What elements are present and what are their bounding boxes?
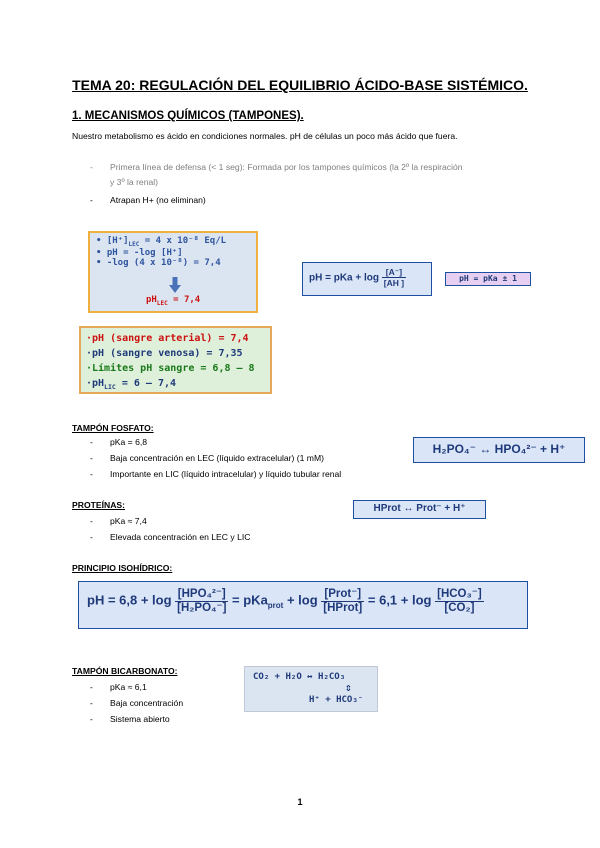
bicarbonato-eq-top: CO₂ + H₂O ↔ H₂CO₃: [253, 672, 346, 682]
heading-principio-isohidrico: PRINCIPIO ISOHÍDRICO:: [72, 563, 173, 573]
isohidrico-equation-box: pH = 6,8 + log $\frac{\text{[HPO₄²⁻]}}{\text{[H₂PO₄⁻]}}$ = pKa$_{prot}$ + log $\frac{\text{[Prot⁻]}}{\text{[HProt]}}$ = 6,1 + log $\frac{\text{[HCO₃⁻]}}{\text{[CO₂]}}$: [78, 581, 528, 629]
double-arrow-icon: ⇕: [345, 681, 352, 694]
blood-ph-box: [79, 326, 272, 394]
bicarbonato-bullet-3: - Sistema abierto: [90, 714, 170, 724]
page-number: 1: [297, 797, 303, 807]
ph-lic: $\cdot pH_{LIC} = 6 - 7,4$: [86, 378, 177, 391]
section-heading-tampones: 1. MECANISMOS QUÍMICOS (TAMPONES).: [72, 110, 304, 122]
ph-range-box: pH = pKa ± 1: [445, 272, 531, 286]
iso-term-2: = pKa: [232, 592, 268, 608]
intro-paragraph: Nuestro metabolismo es ácido en condiciones normales. pH de células un poco más ácido que fuera.: [72, 131, 458, 141]
bicarbonato-equation-box: [244, 666, 378, 712]
hh-left: pH = pKa + log: [309, 272, 380, 284]
fosfato-bullet-1: - pKa = 6,8: [90, 437, 148, 447]
down-arrow-icon: [169, 277, 181, 293]
lec-log-calc: • -log (4 x 10⁻⁸) = 7,4: [96, 257, 221, 268]
iso-term-3: + log: [283, 592, 318, 608]
lec-ph-box: [88, 231, 258, 313]
ph-limites: ·Límites pH sangre = 6,8 – 8: [86, 363, 255, 374]
bullet-atrapan: - Atrapan H+ (no eliminan): [90, 195, 206, 205]
ph-venosa: ·pH (sangre venosa) = 7,35: [86, 348, 243, 359]
ph-arterial: ·pH (sangre arterial) = 7,4: [86, 333, 249, 344]
proteinas-bullet-2: - Elevada concentración en LEC y LIC: [90, 532, 251, 542]
fosfato-bullet-2: - Baja concentración en LEC (líquido extracelular) (1 mM): [90, 453, 324, 463]
lec-h-concentration: • $[H^+]_{LEC} = 4$ x 10⁻⁸ Eq/L: [96, 236, 227, 248]
henderson-hasselbalch-box: pH = pKa + log $\frac{[A^-]}{[AH ]}$: [302, 262, 432, 296]
heading-tampon-fosfato: TAMPÓN FOSFATO:: [72, 423, 154, 433]
iso-term-1: pH = 6,8 + log: [87, 592, 172, 608]
lec-ph-formula: • pH = -log [H⁺]: [96, 247, 183, 258]
bicarbonato-bullet-1: - pKa ≈ 6,1: [90, 682, 147, 692]
heading-proteinas: PROTEÍNAS:: [72, 500, 125, 510]
fosfato-equation-box: H₂PO₄⁻ ↔ HPO₄²⁻ + H⁺: [413, 437, 585, 463]
proteinas-equation-box: HProt ↔ Prot⁻ + H⁺: [353, 500, 486, 519]
page-title: TEMA 20: REGULACIÓN DEL EQUILIBRIO ÁCIDO-BASE SISTÉMICO.: [72, 77, 528, 93]
proteinas-bullet-1: - pKa ≈ 7,4: [90, 516, 147, 526]
heading-tampon-bicarbonato: TAMPÓN BICARBONATO:: [72, 666, 178, 676]
iso-term-4: = 6,1 + log: [367, 592, 432, 608]
bicarbonato-bullet-2: - Baja concentración: [90, 698, 184, 708]
bicarbonato-eq-bottom: H⁺ + HCO₃⁻: [309, 695, 364, 705]
bullet-primera-linea-cont: y 3º la renal): [110, 177, 159, 187]
bullet-primera-linea: - Primera línea de defensa (< 1 seg): Formada por los tampones químicos (la 2º la respiración: [90, 162, 463, 172]
lec-ph-result: $pH_{LEC} = 7,4$: [146, 295, 201, 307]
fosfato-bullet-3: - Importante en LIC (líquido intracelular) y líquido tubular renal: [90, 469, 342, 479]
